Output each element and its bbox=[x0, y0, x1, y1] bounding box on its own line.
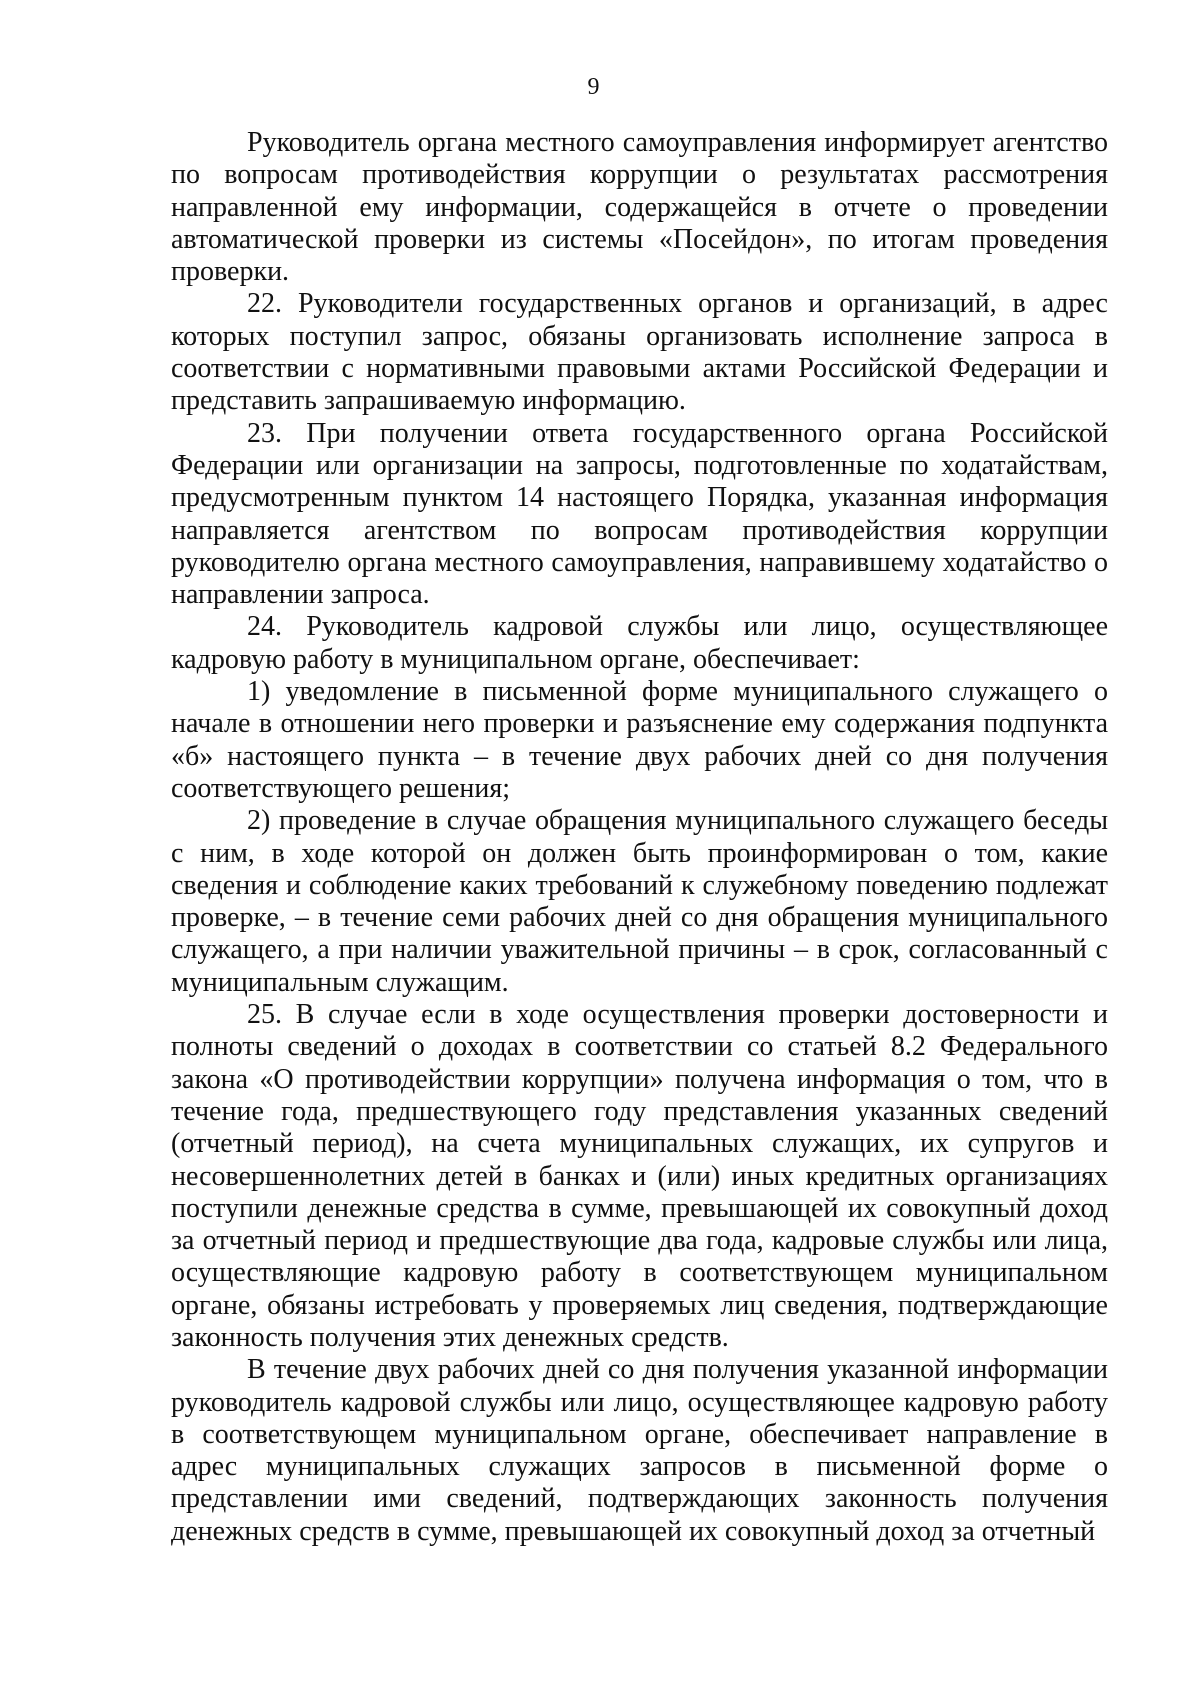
page-number: 9 bbox=[587, 74, 600, 100]
paragraph-25: 25. В случае если в ходе осуществления проверки достоверности и полноты сведений о доходах в соответствии со статьей 8.2 Федерального закона «О противодействии коррупции» получена информация о том, что в течение года, предшествующего году представления указанных сведений (отчетный период), на счета муниципальных служащих, их супругов и несовершеннолетних детей в банках и (или) иных кредитных организациях поступили денежные средства в сумме, превышающей их совокупный доход за отчетный период и предшествующие два года, кадровые службы или лица, осуществляющие кадровую работу в соответствующем муниципальном органе, обязаны истребовать у проверяемых лиц сведения, подтверждающие законность получения этих денежных средств. bbox=[171, 999, 1108, 1353]
paragraph-24: 24. Руководитель кадровой службы или лицо, осуществляющее кадровую работу в муниципальном органе, обеспечивает: bbox=[171, 611, 1108, 675]
paragraph-intro: Руководитель органа местного самоуправления информирует агентство по вопросам противодействия коррупции о результатах рассмотрения направленной ему информации, содержащейся в отчете о проведении автоматической проверки из системы «Посейдон», по итогам проведения проверки. bbox=[171, 127, 1108, 288]
paragraph-22: 22. Руководители государственных органов и организаций, в адрес которых поступил запрос, обязаны организовать исполнение запроса в соответствии с нормативными правовыми актами Российской Федерации и представить запрашиваемую информацию. bbox=[171, 288, 1108, 417]
paragraph-24-item-2: 2) проведение в случае обращения муниципального служащего беседы с ним, в ходе которой он должен быть проинформирован о том, какие сведения и соблюдение каких требований к служебному поведению подлежат проверке, – в течение семи рабочих дней со дня обращения муниципального служащего, а при наличии уважительной причины – в срок, согласованный с муниципальным служащим. bbox=[171, 805, 1108, 998]
paragraph-25-continuation: В течение двух рабочих дней со дня получения указанной информации руководитель кадровой службы или лицо, осуществляющее кадровую работу в соответствующем муниципальном органе, обеспечивает направление в адрес муниципальных служащих запросов в письменной форме о представлении ими сведений, подтверждающих законность получения денежных средств в сумме, превышающей их совокупный доход за отчетный bbox=[171, 1354, 1108, 1547]
paragraph-23: 23. При получении ответа государственного органа Российской Федерации или организации на запросы, подготовленные по ходатайствам, предусмотренным пунктом 14 настоящего Порядка, указанная информация направляется агентством по вопросам противодействия коррупции руководителю органа местного самоуправления, направившему ходатайство о направлении запроса. bbox=[171, 417, 1108, 611]
document-body bbox=[171, 127, 1108, 1548]
paragraph-24-item-1: 1) уведомление в письменной форме муниципального служащего о начале в отношении него проверки и разъяснение ему содержания подпункта «б» настоящего пункта – в течение двух рабочих дней со дня получения соответствующего решения; bbox=[171, 676, 1108, 804]
